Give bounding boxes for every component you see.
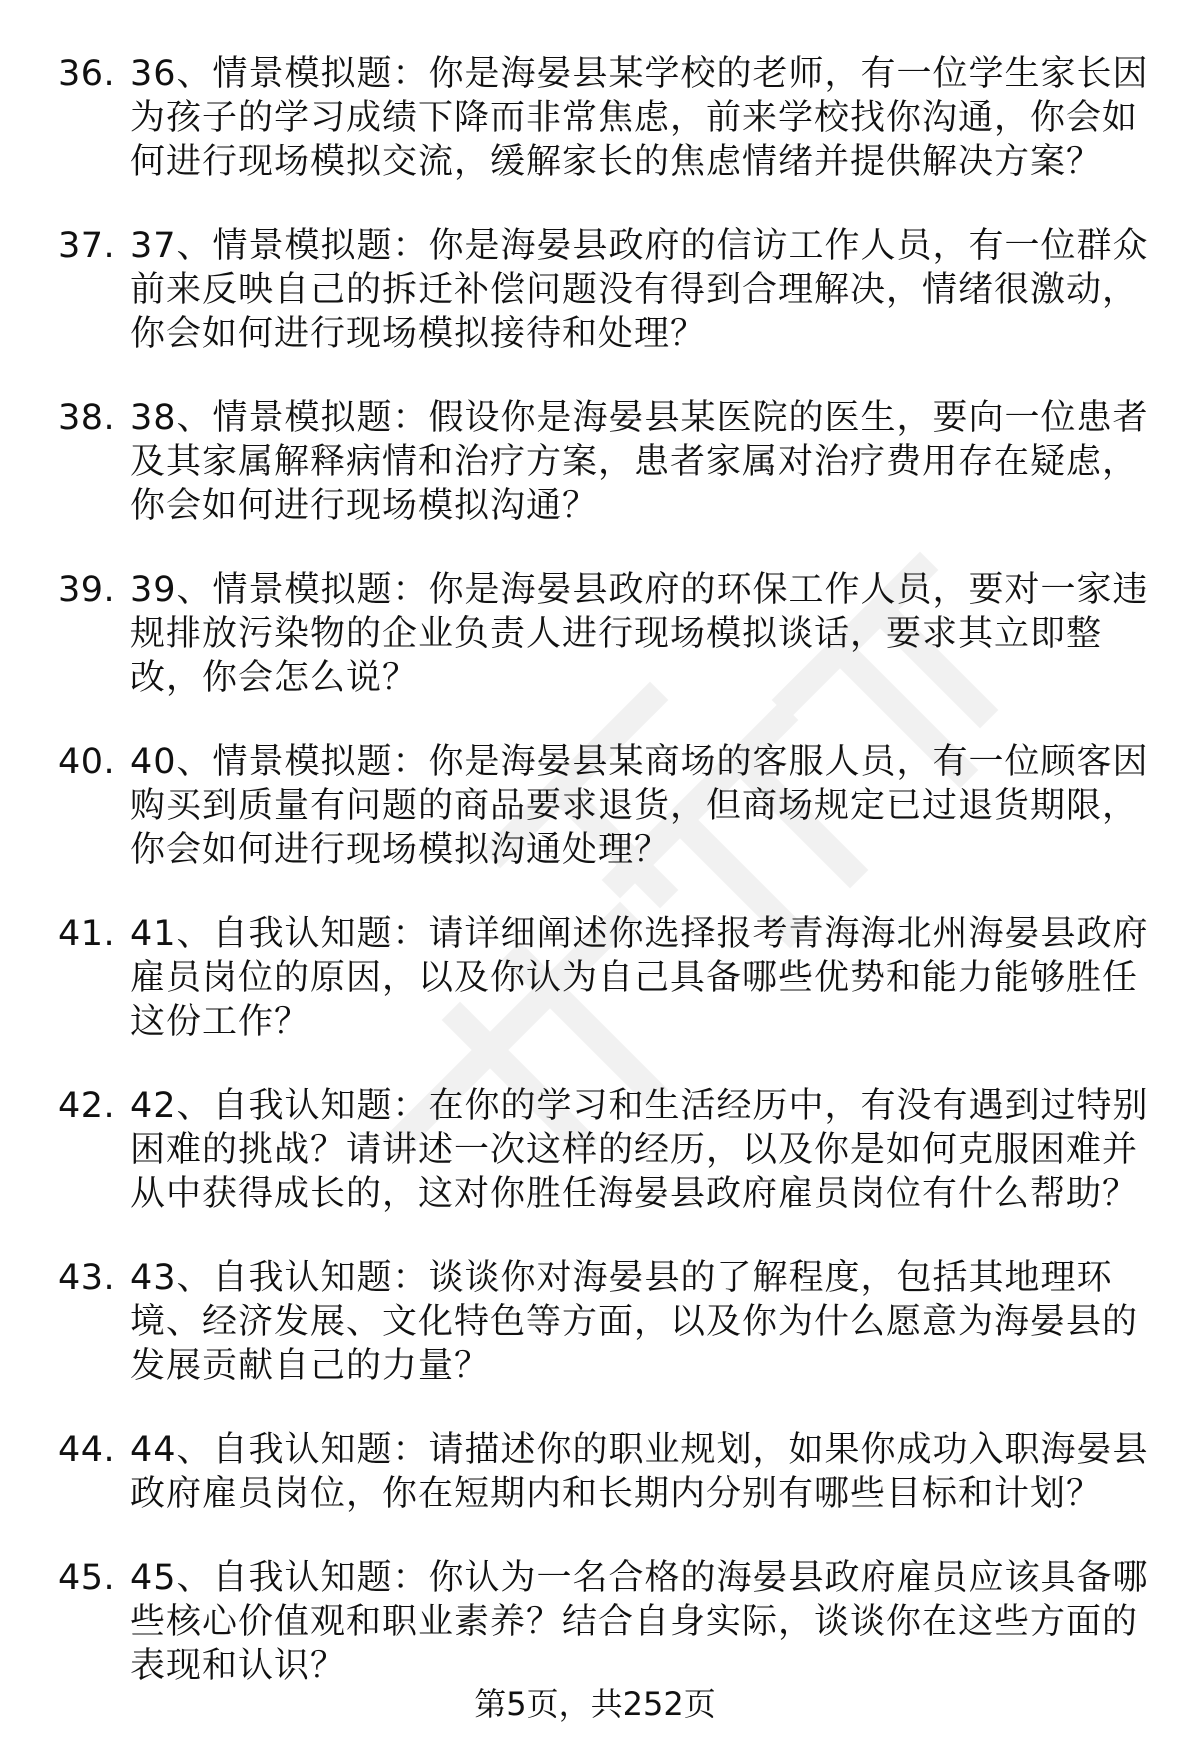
list-item xyxy=(58,1556,1158,1688)
question-text: 41、自我认知题：请详细阐述你选择报考青海海北州海晏县政府雇员岗位的原因，以及你认为自己具备哪些优势和能力能够胜任这份工作？ xyxy=(130,914,1149,1042)
question-number: 40. xyxy=(58,742,116,782)
page-number-footer: 第5页，共252页 xyxy=(474,1685,716,1723)
question-text: 37、情景模拟题：你是海晏县政府的信访工作人员，有一位群众前来反映自己的拆迁补偿问题没有得到合理解决，情绪很激动，你会如何进行现场模拟接待和处理？ xyxy=(130,226,1149,354)
question-text: 39、情景模拟题：你是海晏县政府的环保工作人员，要对一家违规排放污染物的企业负责人进行现场模拟谈话，要求其立即整改，你会怎么说？ xyxy=(130,570,1149,698)
question-number: 42. xyxy=(58,1086,116,1126)
question-number: 39. xyxy=(58,570,116,610)
list-item xyxy=(58,396,1158,528)
list-item xyxy=(58,568,1158,700)
question-text: 43、自我认知题：谈谈你对海晏县的了解程度，包括其地理环境、经济发展、文化特色等方面，以及你为什么愿意为海晏县的发展贡献自己的力量？ xyxy=(130,1258,1139,1386)
question-number: 38. xyxy=(58,398,116,438)
list-item xyxy=(58,912,1158,1044)
question-text: 42、自我认知题：在你的学习和生活经历中，有没有遇到过特别困难的挑战？请讲述一次这样的经历，以及你是如何克服困难并从中获得成长的，这对你胜任海晏县政府雇员岗位有什么帮助？ xyxy=(130,1086,1149,1214)
question-number: 44. xyxy=(58,1430,116,1470)
list-item xyxy=(58,1084,1158,1216)
list-item xyxy=(58,1256,1158,1388)
list-item xyxy=(58,52,1158,184)
question-number: 41. xyxy=(58,914,116,954)
list-item xyxy=(58,1428,1158,1516)
question-text: 45、自我认知题：你认为一名合格的海晏县政府雇员应该具备哪些核心价值观和职业素养？结合自身实际，谈谈你在这些方面的表现和认识？ xyxy=(130,1558,1149,1686)
question-list xyxy=(58,52,1158,1728)
question-text: 44、自我认知题：请描述你的职业规划，如果你成功入职海晏县政府雇员岗位，你在短期内和长期内分别有哪些目标和计划？ xyxy=(130,1430,1149,1514)
question-number: 37. xyxy=(58,226,116,266)
list-item xyxy=(58,740,1158,872)
list-item xyxy=(58,224,1158,356)
question-text: 40、情景模拟题：你是海晏县某商场的客服人员，有一位顾客因购买到质量有问题的商品要求退货，但商场规定已过退货期限，你会如何进行现场模拟沟通处理？ xyxy=(130,742,1149,870)
question-text: 38、情景模拟题：假设你是海晏县某医院的医生，要向一位患者及其家属解释病情和治疗方案，患者家属对治疗费用存在疑虑，你会如何进行现场模拟沟通？ xyxy=(130,398,1149,526)
question-text: 36、情景模拟题：你是海晏县某学校的老师，有一位学生家长因为孩子的学习成绩下降而非常焦虑，前来学校找你沟通，你会如何进行现场模拟交流，缓解家长的焦虑情绪并提供解决方案？ xyxy=(130,54,1149,182)
question-number: 43. xyxy=(58,1258,116,1298)
question-number: 36. xyxy=(58,54,116,94)
question-number: 45. xyxy=(58,1558,116,1598)
